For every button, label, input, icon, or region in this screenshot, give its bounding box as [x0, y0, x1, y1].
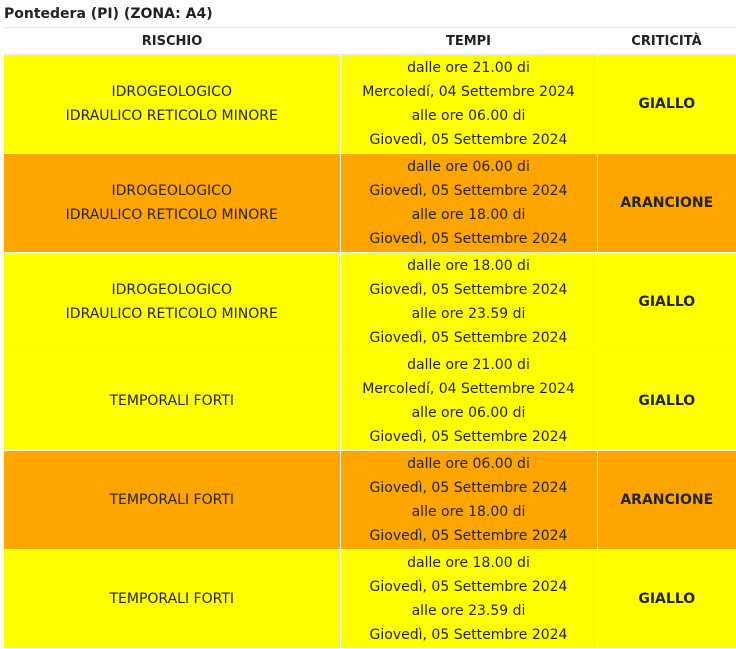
- cell-criticita: GIALLO: [597, 550, 736, 649]
- cell-criticita: GIALLO: [597, 253, 736, 352]
- zone-title: Pontedera (PI) (ZONA: A4): [4, 6, 213, 22]
- tempi-line: Giovedì, 05 Settembre 2024: [369, 330, 568, 346]
- tempi-line: Giovedì, 05 Settembre 2024: [369, 579, 568, 595]
- cell-tempi: [340, 352, 597, 451]
- cell-tempi: [340, 451, 597, 550]
- cell-rischio: [4, 55, 340, 154]
- tempi-line: dalle ore 18.00 di: [407, 555, 530, 571]
- tempi-line: Giovedì, 05 Settembre 2024: [369, 429, 568, 445]
- cell-tempi: [340, 55, 597, 154]
- cell-criticita: ARANCIONE: [597, 451, 736, 550]
- tempi-line: dalle ore 21.00 di: [407, 357, 530, 373]
- rischio-line: IDROGEOLOGICO: [111, 282, 232, 298]
- tempi-line: Giovedì, 05 Settembre 2024: [369, 627, 568, 643]
- cell-tempi: [340, 253, 597, 352]
- cell-criticita: ARANCIONE: [597, 154, 736, 253]
- tempi-line: alle ore 23.59 di: [411, 306, 526, 322]
- cell-tempi: [340, 550, 597, 649]
- table-row: [4, 253, 736, 352]
- cell-rischio: [4, 451, 340, 550]
- alert-rows: [4, 55, 736, 649]
- tempi-line: alle ore 18.00 di: [411, 207, 526, 223]
- header-tempi: TEMPI: [340, 28, 597, 55]
- rischio-line: IDRAULICO RETICOLO MINORE: [65, 108, 278, 124]
- tempi-line: Giovedì, 05 Settembre 2024: [369, 183, 568, 199]
- rischio-line: TEMPORALI FORTI: [109, 393, 235, 409]
- tempi-line: alle ore 23.59 di: [411, 603, 526, 619]
- tempi-line: dalle ore 18.00 di: [407, 258, 530, 274]
- tempi-line: Giovedì, 05 Settembre 2024: [369, 282, 568, 298]
- header-criticita: CRITICITÀ: [597, 28, 736, 55]
- cell-criticita: GIALLO: [597, 55, 736, 154]
- table-row: [4, 352, 736, 451]
- rischio-line: IDRAULICO RETICOLO MINORE: [65, 306, 278, 322]
- tempi-line: Mercoledí, 04 Settembre 2024: [362, 84, 575, 100]
- header-rischio: RISCHIO: [4, 28, 340, 55]
- rischio-line: IDRAULICO RETICOLO MINORE: [65, 207, 278, 223]
- tempi-line: dalle ore 06.00 di: [407, 159, 530, 175]
- cell-rischio: [4, 550, 340, 649]
- tempi-line: alle ore 18.00 di: [411, 504, 526, 520]
- cell-tempi: [340, 154, 597, 253]
- tempi-line: Giovedì, 05 Settembre 2024: [369, 480, 568, 496]
- tempi-line: dalle ore 06.00 di: [407, 456, 530, 472]
- tempi-line: alle ore 06.00 di: [411, 108, 526, 124]
- table-row: [4, 154, 736, 253]
- cell-criticita: GIALLO: [597, 352, 736, 451]
- table-row: [4, 550, 736, 649]
- cell-rischio: [4, 154, 340, 253]
- alert-table: [4, 27, 736, 649]
- tempi-line: Giovedì, 05 Settembre 2024: [369, 132, 568, 148]
- tempi-line: Giovedì, 05 Settembre 2024: [369, 528, 568, 544]
- tempi-line: alle ore 06.00 di: [411, 405, 526, 421]
- rischio-line: IDROGEOLOGICO: [111, 183, 232, 199]
- table-row: [4, 451, 736, 550]
- table-row: [4, 55, 736, 154]
- rischio-line: IDROGEOLOGICO: [111, 84, 232, 100]
- table-header-row: [4, 28, 736, 55]
- rischio-line: TEMPORALI FORTI: [109, 591, 235, 607]
- cell-rischio: [4, 253, 340, 352]
- rischio-line: TEMPORALI FORTI: [109, 492, 235, 508]
- tempi-line: Mercoledí, 04 Settembre 2024: [362, 381, 575, 397]
- tempi-line: dalle ore 21.00 di: [407, 60, 530, 76]
- cell-rischio: [4, 352, 340, 451]
- tempi-line: Giovedì, 05 Settembre 2024: [369, 231, 568, 247]
